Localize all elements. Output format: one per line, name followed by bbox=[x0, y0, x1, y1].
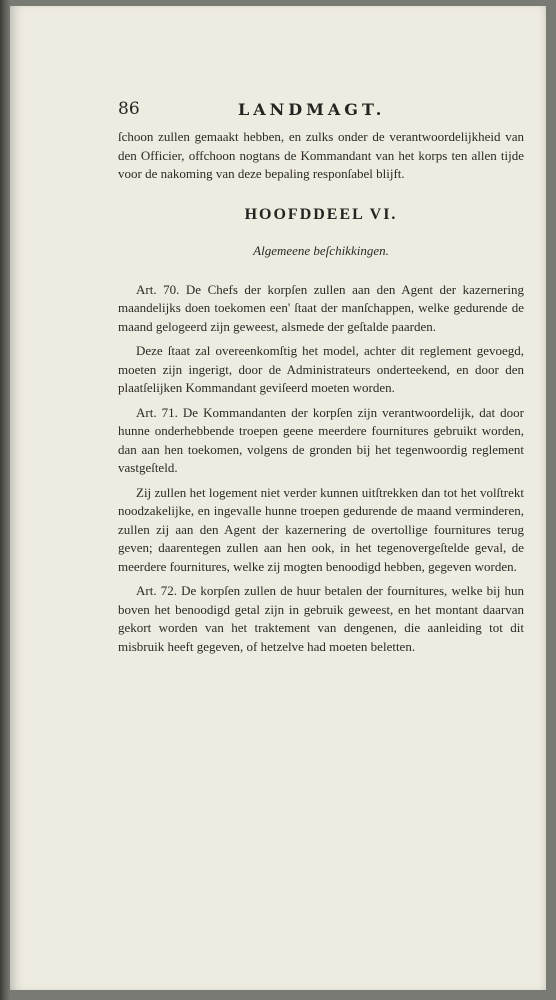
paragraph-art-70-cont: Deze ſtaat zal overeenkomſtig het model, achter dit reglement gevoegd, moeten zijn ingerigt, door de Administrateurs onderteekend, en door den plaatſelijken Kommandant geviſeerd moeten worden. bbox=[118, 343, 524, 395]
paragraph-continued: ſchoon zullen gemaakt hebben, en zulks onder de verantwoordelijkheid van den Officier, offchoon nogtans de Kommandant van het korps ten allen tijde voor de nakoming van deze bepaling responſabel blijft. bbox=[118, 129, 524, 181]
paragraph-art-71: Art. 71. De Kommandanten der korpſen zijn verantwoordelijk, dat door hunne onderhebbende troepen geene meerdere fournitures gebruikt worden, dan aan hen toekomen, volgens de gronden bij het tegenwoordig reglement vastgeſteld. bbox=[118, 404, 524, 475]
running-title: LANDMAGT. bbox=[238, 100, 386, 119]
chapter-subtitle: Algemeene beſchikkingen. bbox=[253, 243, 389, 258]
spacer bbox=[118, 261, 524, 281]
page-header bbox=[118, 99, 408, 123]
page-number: 86 bbox=[118, 99, 140, 119]
chapter-title: HOOFDDEEL VI. bbox=[244, 205, 398, 223]
page-body bbox=[118, 128, 524, 656]
paragraph-art-71-cont: Zij zullen het logement niet verder kunnen uitſtrekken dan tot het volſtrekt noodzakelijke, en ingevalle hunne troepen gedurende de maand verminderen, zullen zij aan den Agent der kazernering de overtollige fournitures terug geven; daarentegen zullen aan hen ook, in het tegenovergeſtelde geval, de meerdere fournitures, welke zij mogten benoodigd hebben, gegeven worden. bbox=[118, 484, 524, 574]
paragraph-art-70: Art. 70. De Chefs der korpſen zullen aan den Agent der kazernering maandelijks doen toekomen een' ſtaat der manſchappen, welke gedurende de maand gelogeerd zijn geweest, alsmede der geſtalde paarden. bbox=[118, 281, 524, 334]
paragraph-art-72: Art. 72. De korpſen zullen de huur betalen der fournitures, welke bij hun boven het benoodigd getal zijn in gebruik geweest, en het montant daarvan gekort worden van het traktement van dengenen, die aanleiding tot dit misbruik heeft gegeven, of hetzelve had moeten beletten. bbox=[118, 583, 524, 654]
